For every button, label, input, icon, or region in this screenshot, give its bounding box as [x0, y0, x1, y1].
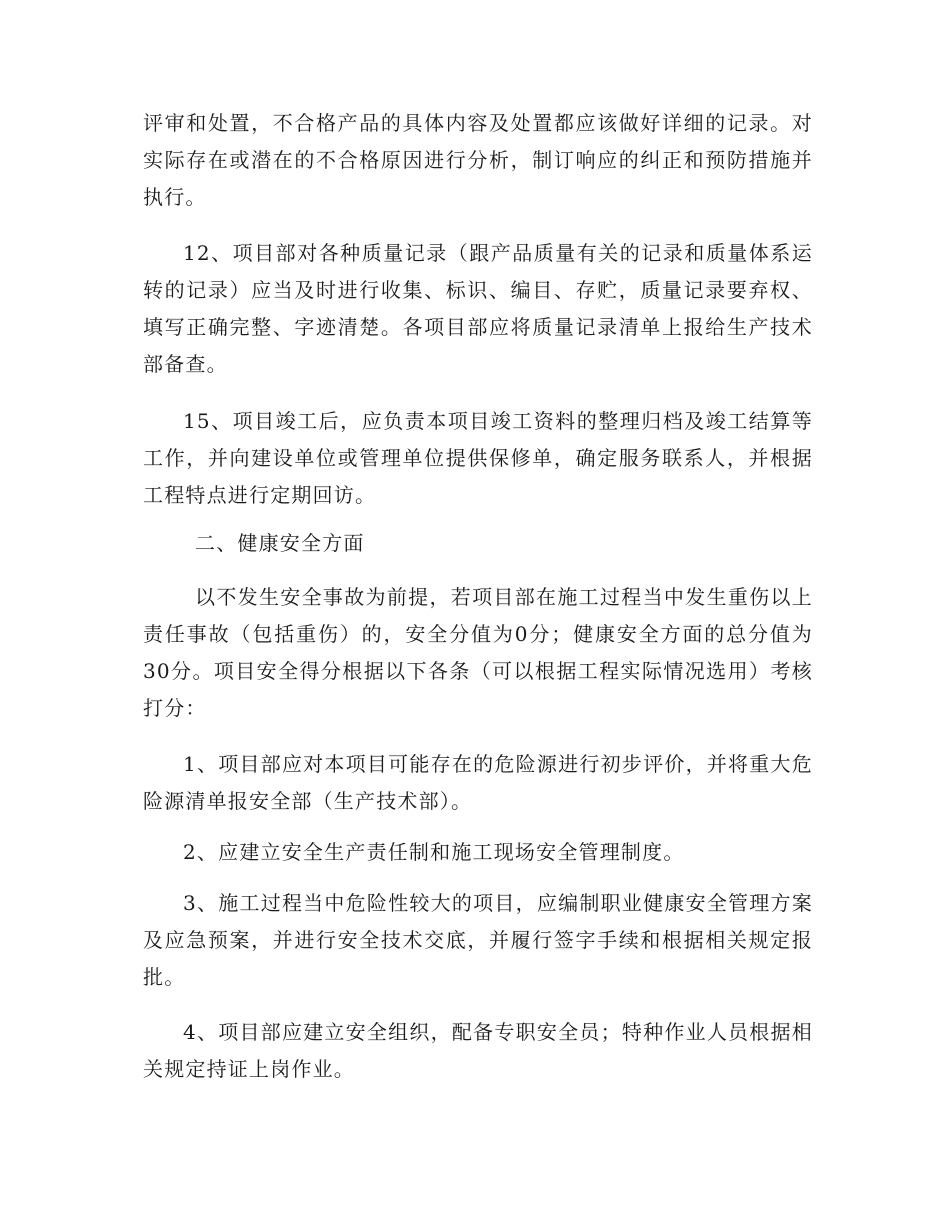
paragraph-safety-item-1: 1、项目部应对本项目可能存在的危险源进行初步评价，并将重大危险源清单报安全部（生产技术部）。 [143, 752, 813, 813]
paragraph-safety-intro: 以不发生安全事故为前提，若项目部在施工过程当中发生重伤以上责任事故（包括重伤）的，安全分值为0分；健康安全方面的总分值为30分。项目安全得分根据以下各条（可以根据工程实际情况选用）考核打分： [143, 585, 813, 720]
paragraph-safety-item-2: 2、应建立安全生产责任制和施工现场安全管理制度。 [183, 840, 685, 864]
paragraph-safety-item-3: 3、施工过程当中危险性较大的项目，应编制职业健康安全管理方案及应急预案，并进行安全技术交底，并履行签字手续和根据相关规定报批。 [143, 891, 813, 989]
paragraph-safety-item-4: 4、项目部应建立安全组织，配备专职安全员；特种作业人员根据相关规定持证上岗作业。 [143, 1020, 813, 1081]
paragraph-nonconforming-records: 评审和处置，不合格产品的具体内容及处置都应该做好详细的记录。对实际存在或潜在的不合格原因进行分析，制订响应的纠正和预防措施并执行。 [143, 111, 813, 209]
paragraph-item-15: 15、项目竣工后，应负责本项目竣工资料的整理归档及竣工结算等工作，并向建设单位或管理单位提供保修单，确定服务联系人，并根据工程特点进行定期回访。 [143, 409, 813, 507]
section-heading-health-safety: 二、健康安全方面 [195, 531, 365, 555]
paragraph-item-12: 12、项目部对各种质量记录（跟产品质量有关的记录和质量体系运转的记录）应当及时进行收集、标识、编目、存贮，质量记录要弃权、填写正确完整、字迹清楚。各项目部应将质量记录清单上报给生产技术部备查。 [143, 241, 813, 376]
